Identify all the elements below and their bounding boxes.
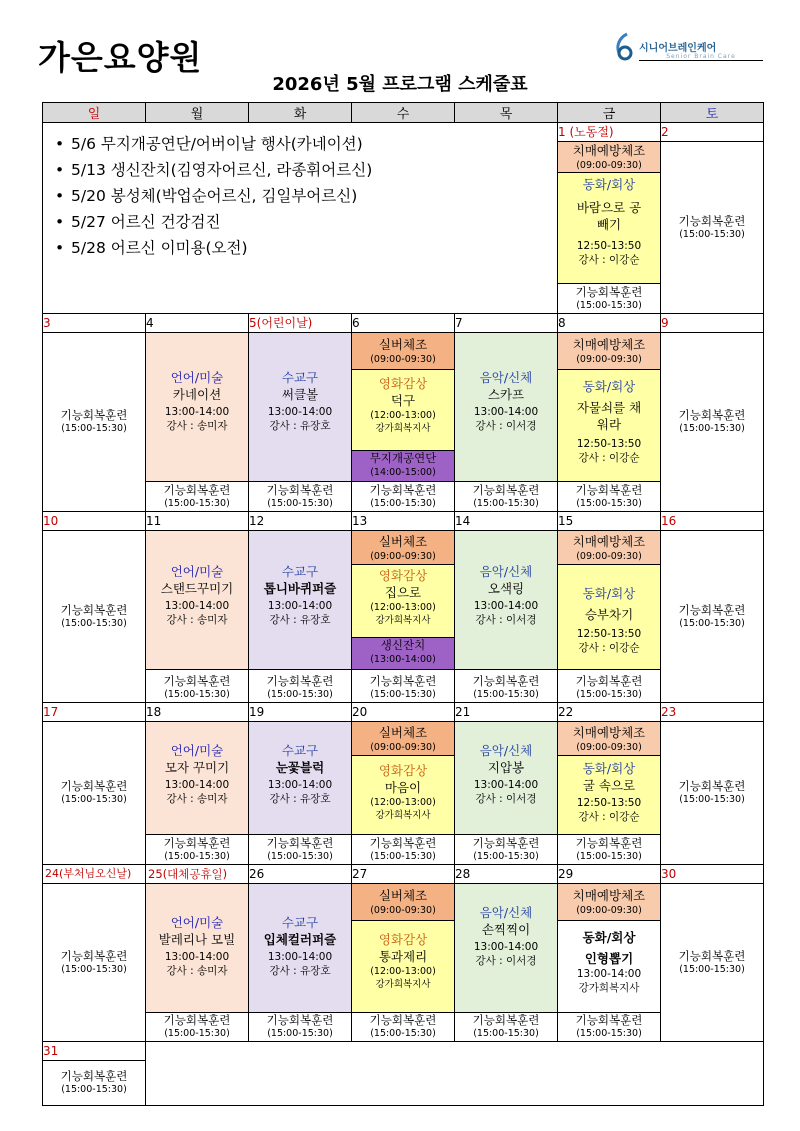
music-program: 음악/신체 오색링 13:00-14:00 강사 : 이서경: [455, 531, 557, 670]
film-program: 영화감상 집으로 (12:00-13:00) 강가희복지사: [352, 565, 454, 638]
day-number: 6: [352, 314, 455, 333]
note-item: • 5/13 생신잔치(김영자어르신, 라종휘어르신): [55, 161, 373, 179]
story-program: 동화/회상 굴 속으로 12:50-13:50 강사 : 이강순: [558, 756, 660, 835]
story-program: 동화/회상 인형뽑기 13:00-14:00 강가희복지사: [558, 921, 660, 1013]
common-training: 기능회복훈련 (15:00-15:30): [678, 779, 746, 805]
day-cell-30: [661, 884, 764, 1042]
music-program: 음악/신체 지압봉 13:00-14:00 강사 : 이서경: [455, 722, 557, 835]
day-number: 12: [249, 512, 352, 531]
dementia-exercise: 치매예방체조 (09:00-09:30): [558, 884, 660, 921]
day-cell-12: [249, 531, 352, 703]
weekday-thu: 목: [455, 103, 558, 123]
day-number: 11: [146, 512, 249, 531]
common-training: 기능회복훈련 (15:00-15:30): [163, 836, 231, 862]
art-program: 언어/미술 발레리나 모빌 13:00-14:00 강사 : 송미자: [146, 884, 248, 1013]
hand-program: 수교구 톱니바퀴퍼즐 13:00-14:00 강사 : 유장호: [249, 531, 351, 670]
day-number: 16: [661, 512, 764, 531]
common-training: 기능회복훈련 (15:00-15:30): [575, 285, 643, 311]
empty-area: [146, 1042, 764, 1106]
day-number: 17: [43, 703, 146, 722]
day-number: 21: [455, 703, 558, 722]
day-number: 5(어린이날): [249, 314, 352, 333]
day-cell-20: [352, 722, 455, 865]
day-number: 29: [558, 865, 661, 884]
common-training: 기능회복훈련 (15:00-15:30): [472, 836, 540, 862]
weekday-wed: 수: [352, 103, 455, 123]
dementia-exercise: 치매예방체조 (09:00-09:30): [558, 333, 660, 370]
weekday-header-row: [43, 103, 764, 123]
day-cell-14: [455, 531, 558, 703]
dementia-exercise: 치매예방체조 (09:00-09:30): [558, 531, 660, 565]
day-number: 14: [455, 512, 558, 531]
music-program: 음악/신체 스카프 13:00-14:00 강사 : 이서경: [455, 333, 557, 482]
common-training: 기능회복훈련 (15:00-15:30): [472, 483, 540, 509]
common-training: 기능회복훈련 (15:00-15:30): [575, 1013, 643, 1039]
common-training: 기능회복훈련 (15:00-15:30): [163, 1013, 231, 1039]
common-training: 기능회복훈련 (15:00-15:30): [678, 408, 746, 434]
logo: [613, 30, 763, 70]
org-name: 가은요양원: [38, 38, 203, 77]
day-cell-2: [661, 142, 764, 314]
day-cell-3: [43, 333, 146, 512]
common-training: 기능회복훈련 (15:00-15:30): [60, 779, 128, 805]
event-program: 생신잔치 (13:00-14:00): [352, 638, 454, 670]
day-number: 24(부처님오신날): [43, 865, 146, 884]
event-program: 무지개공연단 (14:00-15:00): [352, 451, 454, 482]
day-number: 31: [43, 1042, 146, 1061]
day-number: 4: [146, 314, 249, 333]
common-training: 기능회복훈련 (15:00-15:30): [163, 483, 231, 509]
day-number: 7: [455, 314, 558, 333]
common-training: 기능회복훈련 (15:00-15:30): [266, 836, 334, 862]
common-training: 기능회복훈련 (15:00-15:30): [678, 213, 746, 240]
day-number: 22: [558, 703, 661, 722]
day-cell-1: [558, 142, 661, 314]
dementia-exercise: 치매예방체조 (09:00-09:30): [558, 722, 660, 756]
story-program: 동화/회상 승부차기 12:50-13:50 강사 : 이강순: [558, 565, 660, 670]
silver-exercise: 실버체조 (09:00-09:30): [352, 531, 454, 565]
day-cell-26: [249, 884, 352, 1042]
day-number: 2: [661, 123, 764, 142]
common-training: 기능회복훈련 (15:00-15:30): [369, 836, 437, 862]
weekday-sun: 일: [43, 103, 146, 123]
silver-exercise: 실버체조 (09:00-09:30): [352, 722, 454, 756]
common-training: 기능회복훈련 (15:00-15:30): [60, 602, 128, 629]
dementia-exercise: 치매예방체조 (09:00-09:30): [558, 142, 660, 173]
film-program: 영화감상 통과제리 (12:00-13:00) 강가희복지사: [352, 921, 454, 1013]
day-cell-23: [661, 722, 764, 865]
day-cell-19: [249, 722, 352, 865]
day-cell-27: [352, 884, 455, 1042]
day-number: 9: [661, 314, 764, 333]
note-item: • 5/20 봉성체(박업순어르신, 김일부어르신): [55, 187, 358, 205]
silver-exercise: 실버체조 (09:00-09:30): [352, 884, 454, 921]
weekday-mon: 월: [146, 103, 249, 123]
art-program: 언어/미술 스탠드꾸미기 13:00-14:00 강사 : 송미자: [146, 531, 248, 670]
day-cell-28: [455, 884, 558, 1042]
common-training: 기능회복훈련 (15:00-15:30): [472, 1013, 540, 1039]
day-cell-17: [43, 722, 146, 865]
common-training: 기능회복훈련 (15:00-15:30): [60, 1069, 128, 1095]
day-cell-7: [455, 333, 558, 512]
common-training: 기능회복훈련 (15:00-15:30): [472, 674, 540, 700]
common-training: 기능회복훈련 (15:00-15:30): [575, 836, 643, 862]
schedule-table: [42, 102, 764, 1106]
day-cell-9: [661, 333, 764, 512]
common-training: 기능회복훈련 (15:00-15:30): [60, 408, 128, 434]
common-training: 기능회복훈련 (15:00-15:30): [369, 674, 437, 700]
day-number: 3: [43, 314, 146, 333]
common-training: 기능회복훈련 (15:00-15:30): [678, 602, 746, 629]
day-number: 10: [43, 512, 146, 531]
weekday-tue: 화: [249, 103, 352, 123]
hand-program: 수교구 눈꽃블럭 13:00-14:00 강사 : 유장호: [249, 722, 351, 835]
art-program: 언어/미술 모자 꾸미기 13:00-14:00 강사 : 송미자: [146, 722, 248, 835]
common-training: 기능회복훈련 (15:00-15:30): [575, 483, 643, 509]
day-number: 13: [352, 512, 455, 531]
hand-program: 수교구 입체컬러퍼즐 13:00-14:00 강사 : 유장호: [249, 884, 351, 1013]
day-cell-8: [558, 333, 661, 512]
day-cell-4: [146, 333, 249, 512]
day-cell-15: [558, 531, 661, 703]
common-training: 기능회복훈련 (15:00-15:30): [369, 1013, 437, 1039]
day-number: 18: [146, 703, 249, 722]
day-number: 20: [352, 703, 455, 722]
day-number: 8: [558, 314, 661, 333]
film-program: 영화감상 덕구 (12:00-13:00) 강가희복지사: [352, 370, 454, 451]
day-number: 28: [455, 865, 558, 884]
day-cell-25: [146, 884, 249, 1042]
common-training: 기능회복훈련 (15:00-15:30): [163, 674, 231, 700]
day-cell-29: [558, 884, 661, 1042]
music-program: 음악/신체 손찍찍이 13:00-14:00 강사 : 이서경: [455, 884, 557, 1013]
day-cell-10: [43, 531, 146, 703]
art-program: 언어/미술 카네이션 13:00-14:00 강사 : 송미자: [146, 333, 248, 482]
day-cell-21: [455, 722, 558, 865]
day-cell-11: [146, 531, 249, 703]
page-title: 2026년 5월 프로그램 스케줄표: [272, 74, 528, 95]
logo-mark-icon: [613, 32, 635, 62]
logo-text: 시니어브레인케어: [639, 43, 717, 54]
common-training: 기능회복훈련 (15:00-15:30): [369, 483, 437, 509]
note-item: • 5/28 어르신 이미용(오전): [55, 239, 248, 257]
logo-subtext: Senior Brain Care: [639, 53, 763, 61]
notes-box: [43, 123, 558, 314]
day-cell-24: [43, 884, 146, 1042]
day-cell-31: [43, 1061, 146, 1106]
weekday-sat: 토: [661, 103, 764, 123]
day-number: 19: [249, 703, 352, 722]
day-cell-16: [661, 531, 764, 703]
story-program: 동화/회상 바람으로 공빼기 12:50-13:50 강사 : 이강순: [558, 173, 660, 284]
note-item: • 5/27 어르신 건강검진: [55, 213, 221, 231]
day-cell-5: [249, 333, 352, 512]
day-number: 27: [352, 865, 455, 884]
weekday-fri: 금: [558, 103, 661, 123]
day-number: 26: [249, 865, 352, 884]
day-number: 30: [661, 865, 764, 884]
hand-program: 수교구 써클볼 13:00-14:00 강사 : 유장호: [249, 333, 351, 482]
day-number: 25(대체공휴일): [146, 865, 249, 884]
common-training: 기능회복훈련 (15:00-15:30): [266, 1013, 334, 1039]
day-cell-6: [352, 333, 455, 512]
common-training: 기능회복훈련 (15:00-15:30): [266, 674, 334, 700]
common-training: 기능회복훈련 (15:00-15:30): [575, 674, 643, 700]
silver-exercise: 실버체조 (09:00-09:30): [352, 333, 454, 370]
note-item: • 5/6 무지개공연단/어버이날 행사(카네이션): [55, 135, 363, 153]
day-cell-18: [146, 722, 249, 865]
day-cell-13: [352, 531, 455, 703]
common-training: 기능회복훈련 (15:00-15:30): [678, 948, 746, 975]
story-program: 동화/회상 자물쇠를 채워라 12:50-13:50 강사 : 이강순: [558, 370, 660, 482]
common-training: 기능회복훈련 (15:00-15:30): [60, 948, 128, 975]
common-training: 기능회복훈련 (15:00-15:30): [266, 483, 334, 509]
day-cell-22: [558, 722, 661, 865]
film-program: 영화감상 마음이 (12:00-13:00) 강가희복지사: [352, 756, 454, 835]
day-number: 15: [558, 512, 661, 531]
day-number: 23: [661, 703, 764, 722]
day-number: 1 (노동절): [558, 123, 661, 142]
